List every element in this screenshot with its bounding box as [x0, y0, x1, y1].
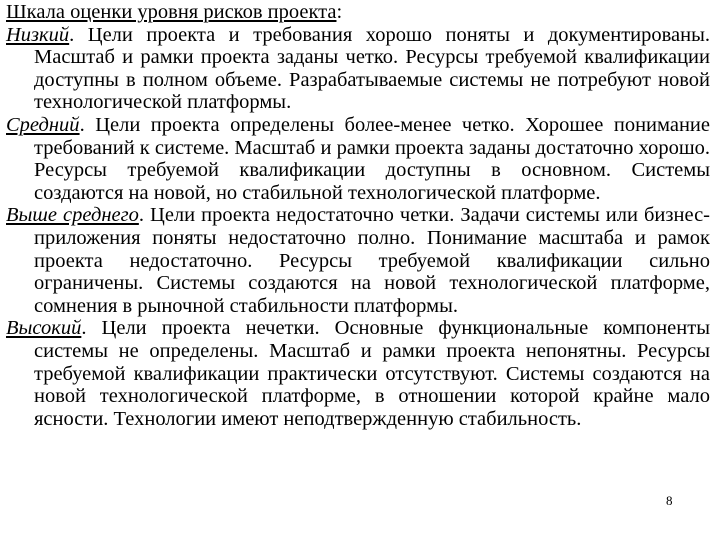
- document-page: [6, 1, 710, 430]
- risk-level-term: Выше среднего: [6, 204, 139, 227]
- risk-level-description: . Цели проекта определены более-менее четко. Хорошее понимание требований к системе. Масштаб и рамки проекта заданы достаточно хорошо. Ресурсы требуемой квалификации доступны в основном. Системы создаются на новой, но стабильной технологической платформе.: [34, 113, 711, 204]
- page-number: 8: [666, 493, 673, 508]
- risk-level-high: [6, 317, 710, 430]
- risk-level-term: Высокий: [6, 317, 82, 340]
- risk-level-description: . Цели проекта нечетки. Основные функциональные компоненты системы не определены. Масштаб и рамки проекта непонятны. Ресурсы требуемой квалификации практически отсутствуют. Системы создаются на новой технологической платформе, в отношении которой крайне мало ясности. Технологии имеют неподтвержденную стабильность.: [34, 317, 710, 430]
- risk-level-description: . Цели проекта недостаточно четки. Задачи системы или бизнес-приложения поняты недостаточно полно. Понимание масштаба и рамок проекта недостаточно. Ресурсы требуемой квалификации сильно ограничены. Системы создаются на новой технологической платформе, сомнения в рыночной стабильности платформы.: [34, 204, 711, 317]
- risk-level-above-medium: [6, 204, 710, 317]
- risk-scale-heading: [6, 1, 710, 24]
- risk-level-low: [6, 24, 710, 114]
- risk-level-term: Средний: [6, 113, 80, 136]
- risk-scale-title: Шкала оценки уровня рисков проекта: [6, 1, 337, 23]
- risk-level-term: Низкий: [6, 23, 70, 46]
- risk-level-medium: [6, 114, 710, 204]
- heading-colon: :: [336, 1, 343, 23]
- risk-level-description: . Цели проекта и требования хорошо поняты и документированы. Масштаб и рамки проекта заданы четко. Ресурсы требуемой квалификации доступны в полном объеме. Разрабатываемые системы не потребуют новой технологической платформы.: [34, 23, 710, 114]
